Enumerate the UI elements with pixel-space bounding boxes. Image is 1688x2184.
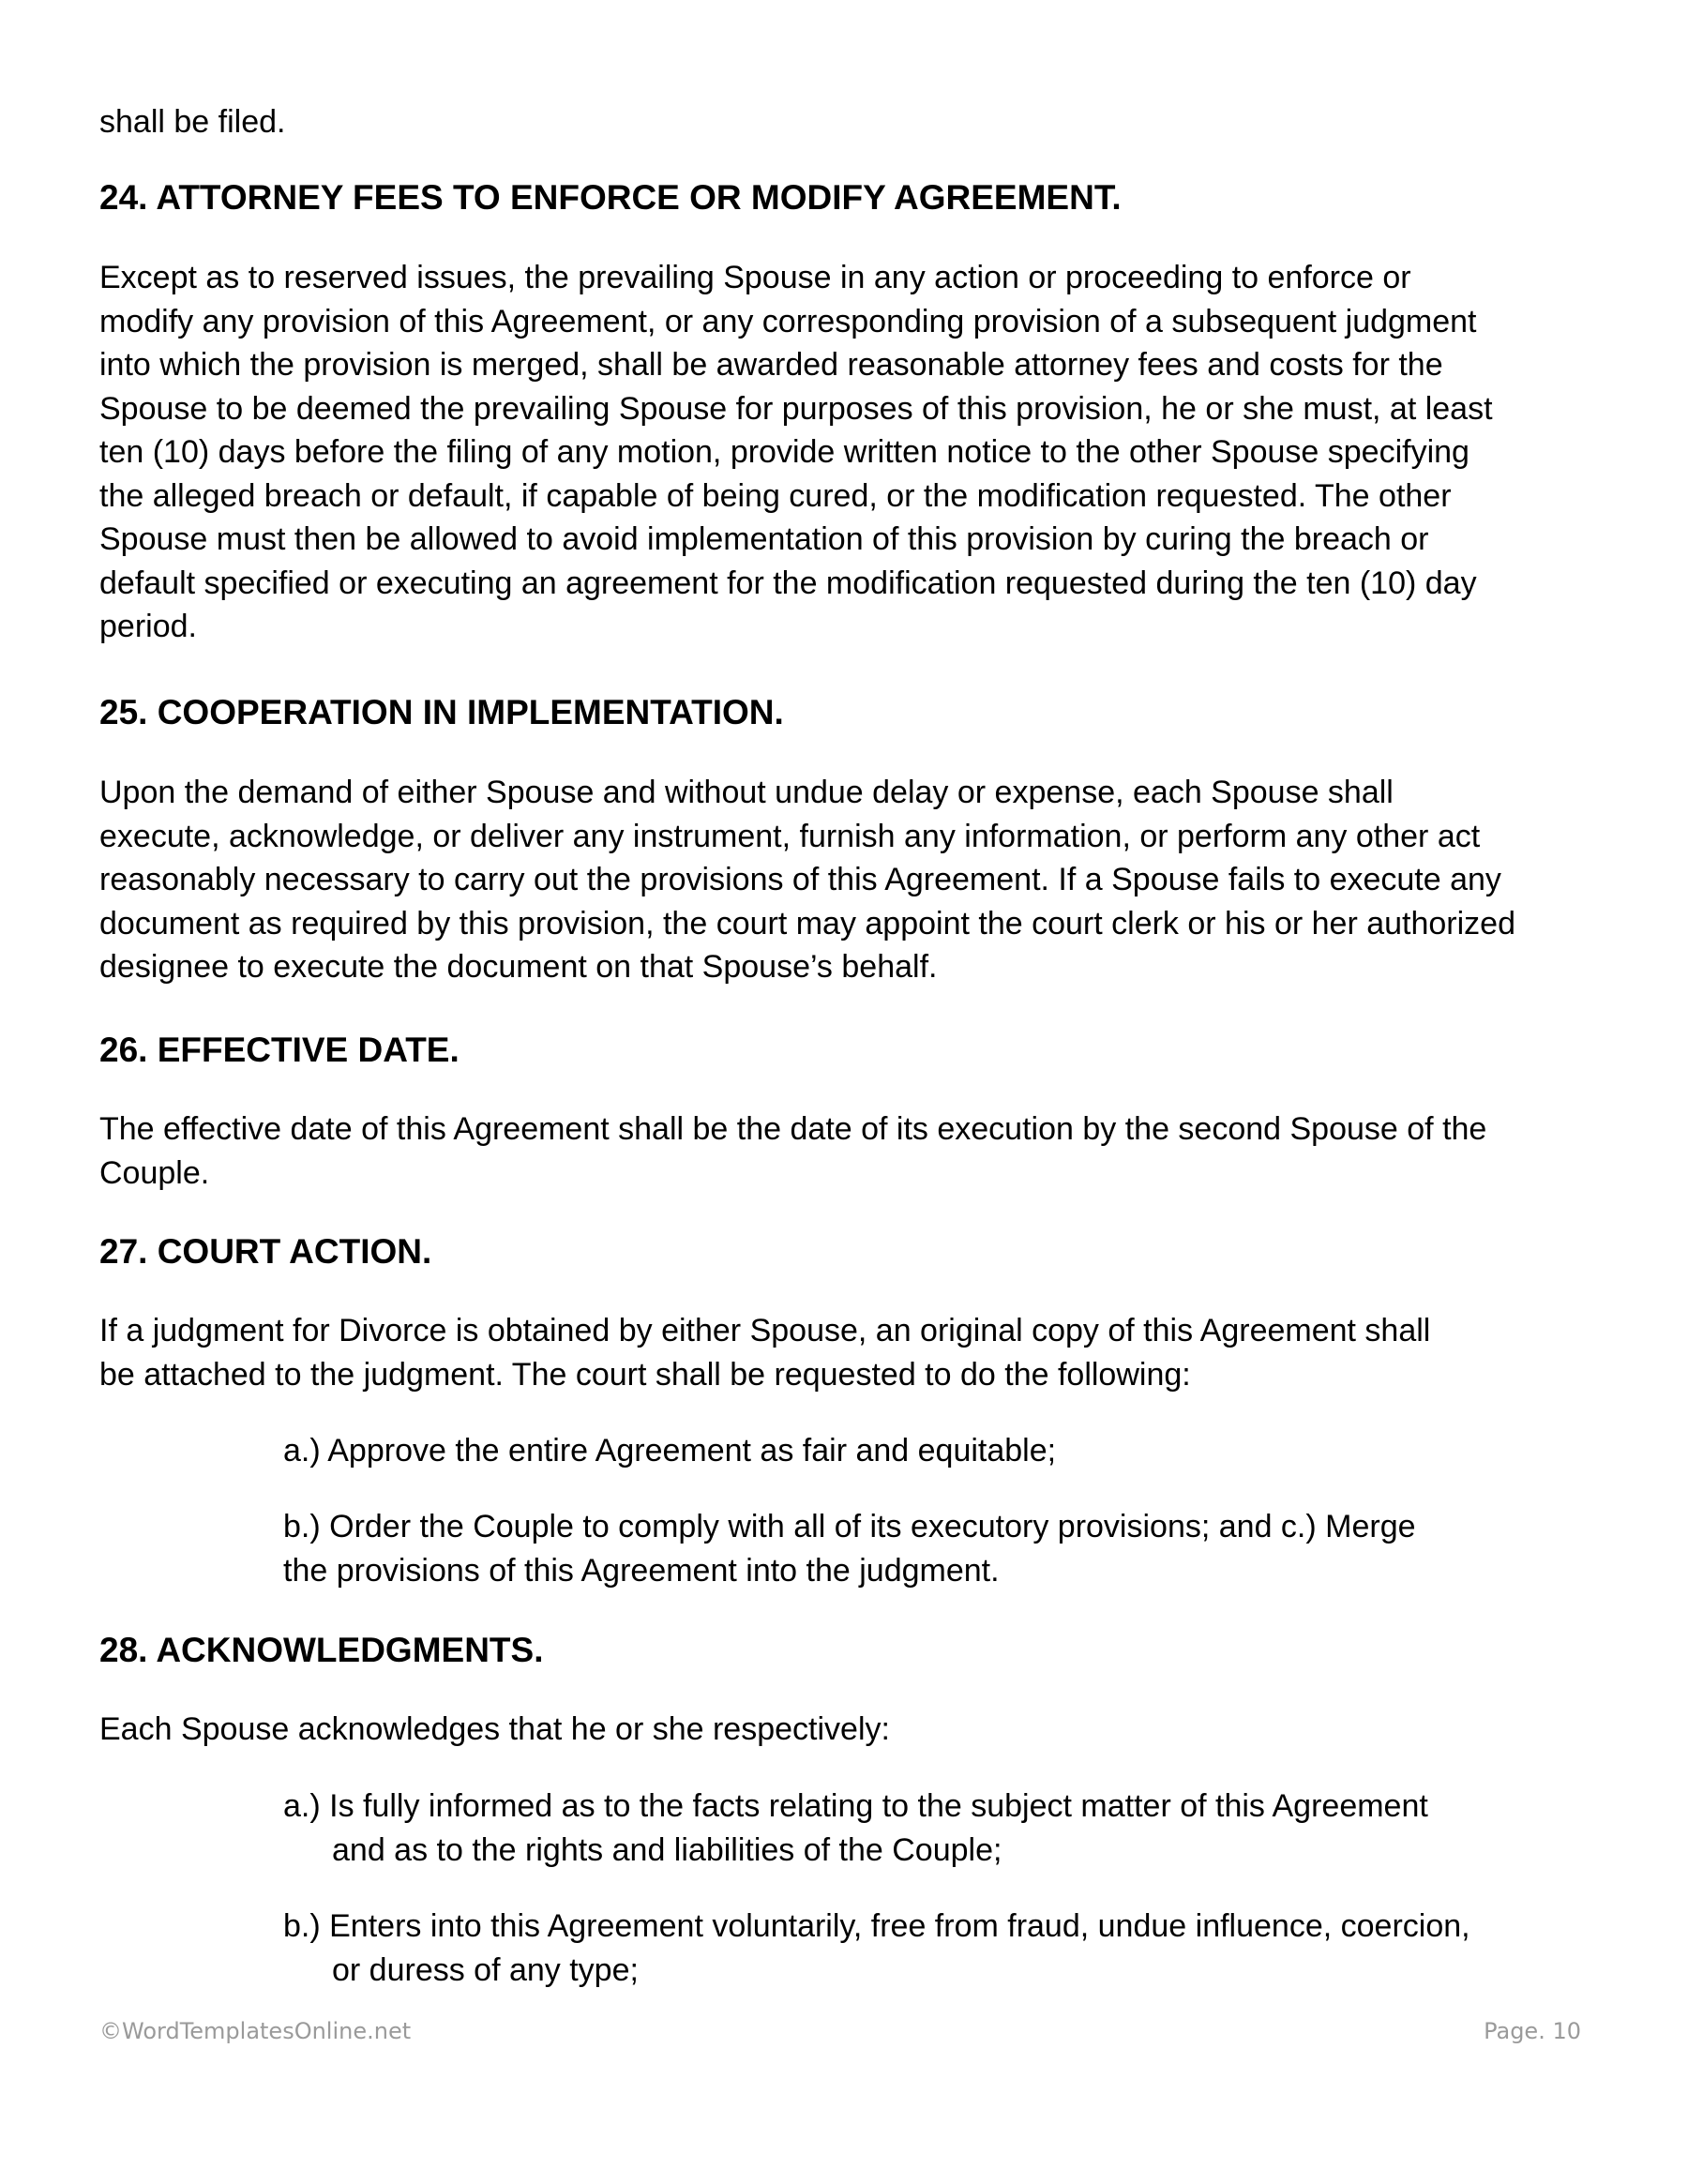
- text-line: reasonably necessary to carry out the provisions of this Agreement. If a Spouse fails to execute any: [99, 862, 1501, 897]
- section-27-item-b: [99, 1505, 1416, 1592]
- text-line: The effective date of this Agreement shall be the date of its execution by the second Spouse of the: [99, 1111, 1487, 1147]
- text-line: and as to the rights and liabilities of the Couple;: [332, 1831, 1002, 1868]
- section-25-heading: 25. COOPERATION IN IMPLEMENTATION.: [99, 693, 784, 731]
- text-line: ten (10) days before the filing of any motion, provide written notice to the other Spouse specifying: [99, 434, 1469, 470]
- text-line: Except as to reserved issues, the prevailing Spouse in any action or proceeding to enforce or: [99, 260, 1411, 295]
- section-28-heading: 28. ACKNOWLEDGMENTS.: [99, 1631, 544, 1669]
- section-26-heading: 26. EFFECTIVE DATE.: [99, 1031, 460, 1069]
- text-line: shall be filed.: [99, 104, 286, 140]
- section-25-body: [99, 771, 1515, 989]
- text-line: Couple.: [99, 1154, 210, 1191]
- section-27-heading: 27. COURT ACTION.: [99, 1232, 432, 1271]
- text-line: Each Spouse acknowledges that he or she respectively:: [99, 1711, 890, 1747]
- text-line: document as required by this provision, the court may appoint the court clerk or his or her authorized: [99, 905, 1515, 941]
- section-27-body: [99, 1309, 1430, 1396]
- text-line: default specified or executing an agreement for the modification requested during the ten (10) day: [99, 565, 1477, 601]
- footer-page-number: Page. 10: [1484, 2018, 1581, 2044]
- text-line: execute, acknowledge, or deliver any instrument, furnish any information, or perform any other act: [99, 818, 1481, 854]
- text-line: the provisions of this Agreement into the judgment.: [283, 1552, 1000, 1589]
- section-28-body: [99, 1708, 890, 1752]
- text-line: b.) Order the Couple to comply with all of its executory provisions; and c.) Merge: [283, 1509, 1416, 1544]
- text-line: or duress of any type;: [332, 1951, 639, 1988]
- section-26-body: [99, 1107, 1486, 1195]
- text-line: Spouse to be deemed the prevailing Spouse for purposes of this provision, he or she must, at least: [99, 390, 1493, 427]
- section-28-item-b: [99, 1905, 1470, 1992]
- text-line: Spouse must then be allowed to avoid implementation of this provision by curing the breach or: [99, 521, 1429, 557]
- text-line: If a judgment for Divorce is obtained by either Spouse, an original copy of this Agreement shall: [99, 1313, 1431, 1348]
- section-24-body: [99, 256, 1493, 649]
- footer-copyright: ©WordTemplatesOnline.net: [99, 2018, 412, 2044]
- text-line: modify any provision of this Agreement, or any corresponding provision of a subsequent judgment: [99, 303, 1477, 339]
- text-line: b.) Enters into this Agreement voluntarily, free from fraud, undue influence, coercion,: [283, 1908, 1470, 1944]
- text-line: be attached to the judgment. The court shall be requested to do the following:: [99, 1356, 1191, 1393]
- text-line: a.) Approve the entire Agreement as fair and equitable;: [283, 1433, 1057, 1469]
- text-line: a.) Is fully informed as to the facts relating to the subject matter of this Agreement: [283, 1788, 1428, 1824]
- text-line: period.: [99, 609, 197, 644]
- section-24-heading: 24. ATTORNEY FEES TO ENFORCE OR MODIFY AGREEMENT.: [99, 178, 1122, 217]
- text-line: the alleged breach or default, if capable of being cured, or the modification requested. The other: [99, 477, 1452, 514]
- text-line: into which the provision is merged, shall be awarded reasonable attorney fees and costs for the: [99, 347, 1443, 383]
- text-line: Upon the demand of either Spouse and without undue delay or expense, each Spouse shall: [99, 775, 1394, 810]
- section-28-item-a: [99, 1785, 1428, 1872]
- section-27-item-a: [99, 1429, 1056, 1473]
- intro-text: [99, 100, 285, 144]
- text-line: designee to execute the document on that Spouse’s behalf.: [99, 949, 938, 985]
